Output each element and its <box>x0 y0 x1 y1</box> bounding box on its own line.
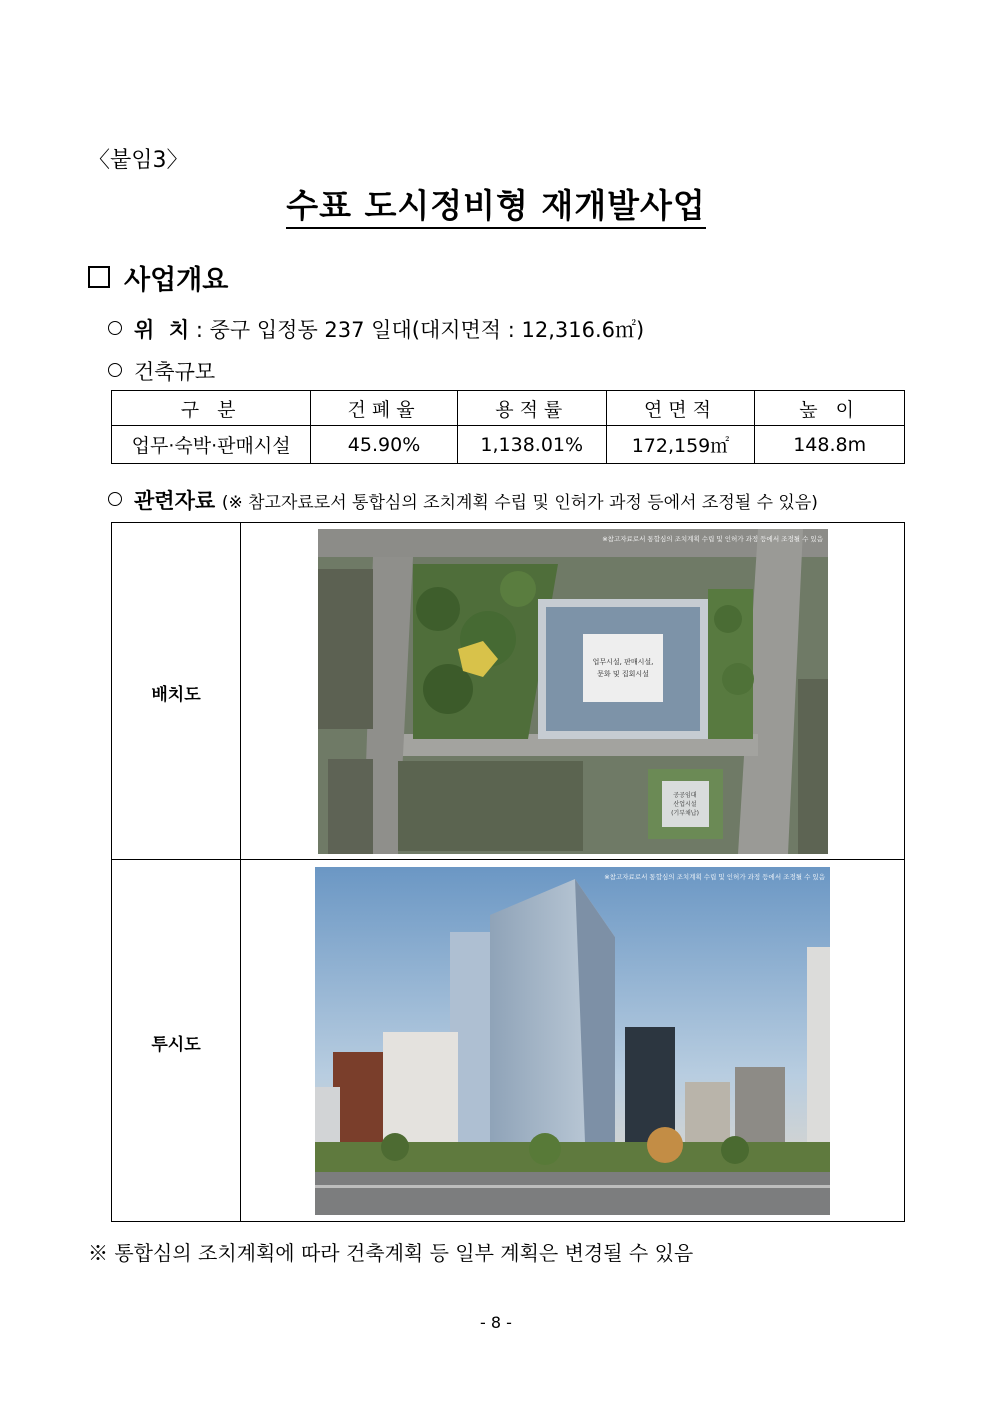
footnote: ※ 통합심의 조치계획에 따라 건축계획 등 일부 계획은 변경될 수 있음 <box>88 1241 694 1265</box>
related-materials-label: 관련자료 <box>134 489 216 513</box>
table-cell: 148.8m <box>755 426 905 464</box>
site-plan-image <box>318 529 828 854</box>
related-materials-table <box>111 522 905 1222</box>
document-title <box>0 180 992 227</box>
circle-bullet-icon <box>108 321 122 335</box>
circle-bullet-icon <box>108 492 122 506</box>
table-header-cell: 높 이 <box>755 391 905 426</box>
small-building-label-3: (기부채납) <box>671 810 699 817</box>
table-cell: 45.90% <box>311 426 458 464</box>
section-heading <box>88 258 228 297</box>
table-header-cell: 용적률 <box>457 391 606 426</box>
attachment-label: 〈붙임3〉 <box>88 148 189 173</box>
location-item <box>108 314 644 344</box>
perspective-image <box>315 867 830 1215</box>
site-plan-caption: ※참고자료로서 통합심의 조치계획 수립 및 인허가 과정 등에서 조정될 수 있음 <box>602 535 823 543</box>
document-title-text: 수표 도시정비형 재개발사업 <box>286 186 706 229</box>
table-row <box>112 426 905 464</box>
building-scale-label: 건축규모 <box>134 360 216 384</box>
location-value: : 중구 입정동 237 일대(대지면적 : 12,316.6㎡) <box>195 318 645 342</box>
circle-bullet-icon <box>108 363 122 377</box>
section-title: 사업개요 <box>124 265 229 296</box>
table-header-cell: 연면적 <box>606 391 755 426</box>
table-cell: 1,138.01% <box>457 426 606 464</box>
building-scale-item <box>108 356 215 386</box>
small-building-label-1: 공공임대 <box>673 792 697 799</box>
site-plan-label: 배치도 <box>151 685 201 705</box>
building-scale-table <box>111 390 905 464</box>
small-building-label-2: 산업시설 <box>673 801 697 808</box>
table-header-row <box>112 391 905 426</box>
table-cell: 업무·숙박·판매시설 <box>112 426 311 464</box>
table-cell: 172,159㎡ <box>606 426 755 464</box>
main-building-label-1: 업무시설, 판매시설, <box>592 658 654 666</box>
square-bullet-icon <box>88 266 110 288</box>
table-header-cell: 건폐율 <box>311 391 458 426</box>
related-materials-item <box>108 485 818 515</box>
perspective-caption: ※참고자료로서 통합심의 조치계획 수립 및 인허가 과정 등에서 조정될 수 있음 <box>604 873 825 881</box>
perspective-label: 투시도 <box>151 1035 201 1055</box>
page-number: - 8 - <box>480 1313 512 1332</box>
table-header-cell: 구 분 <box>112 391 311 426</box>
main-building-label-2: 문화 및 집회시설 <box>597 670 649 678</box>
related-materials-note: (※ 참고자료로서 통합심의 조치계획 수립 및 인허가 과정 등에서 조정될 수 있음) <box>221 493 818 513</box>
location-label: 위 치 <box>134 318 190 342</box>
